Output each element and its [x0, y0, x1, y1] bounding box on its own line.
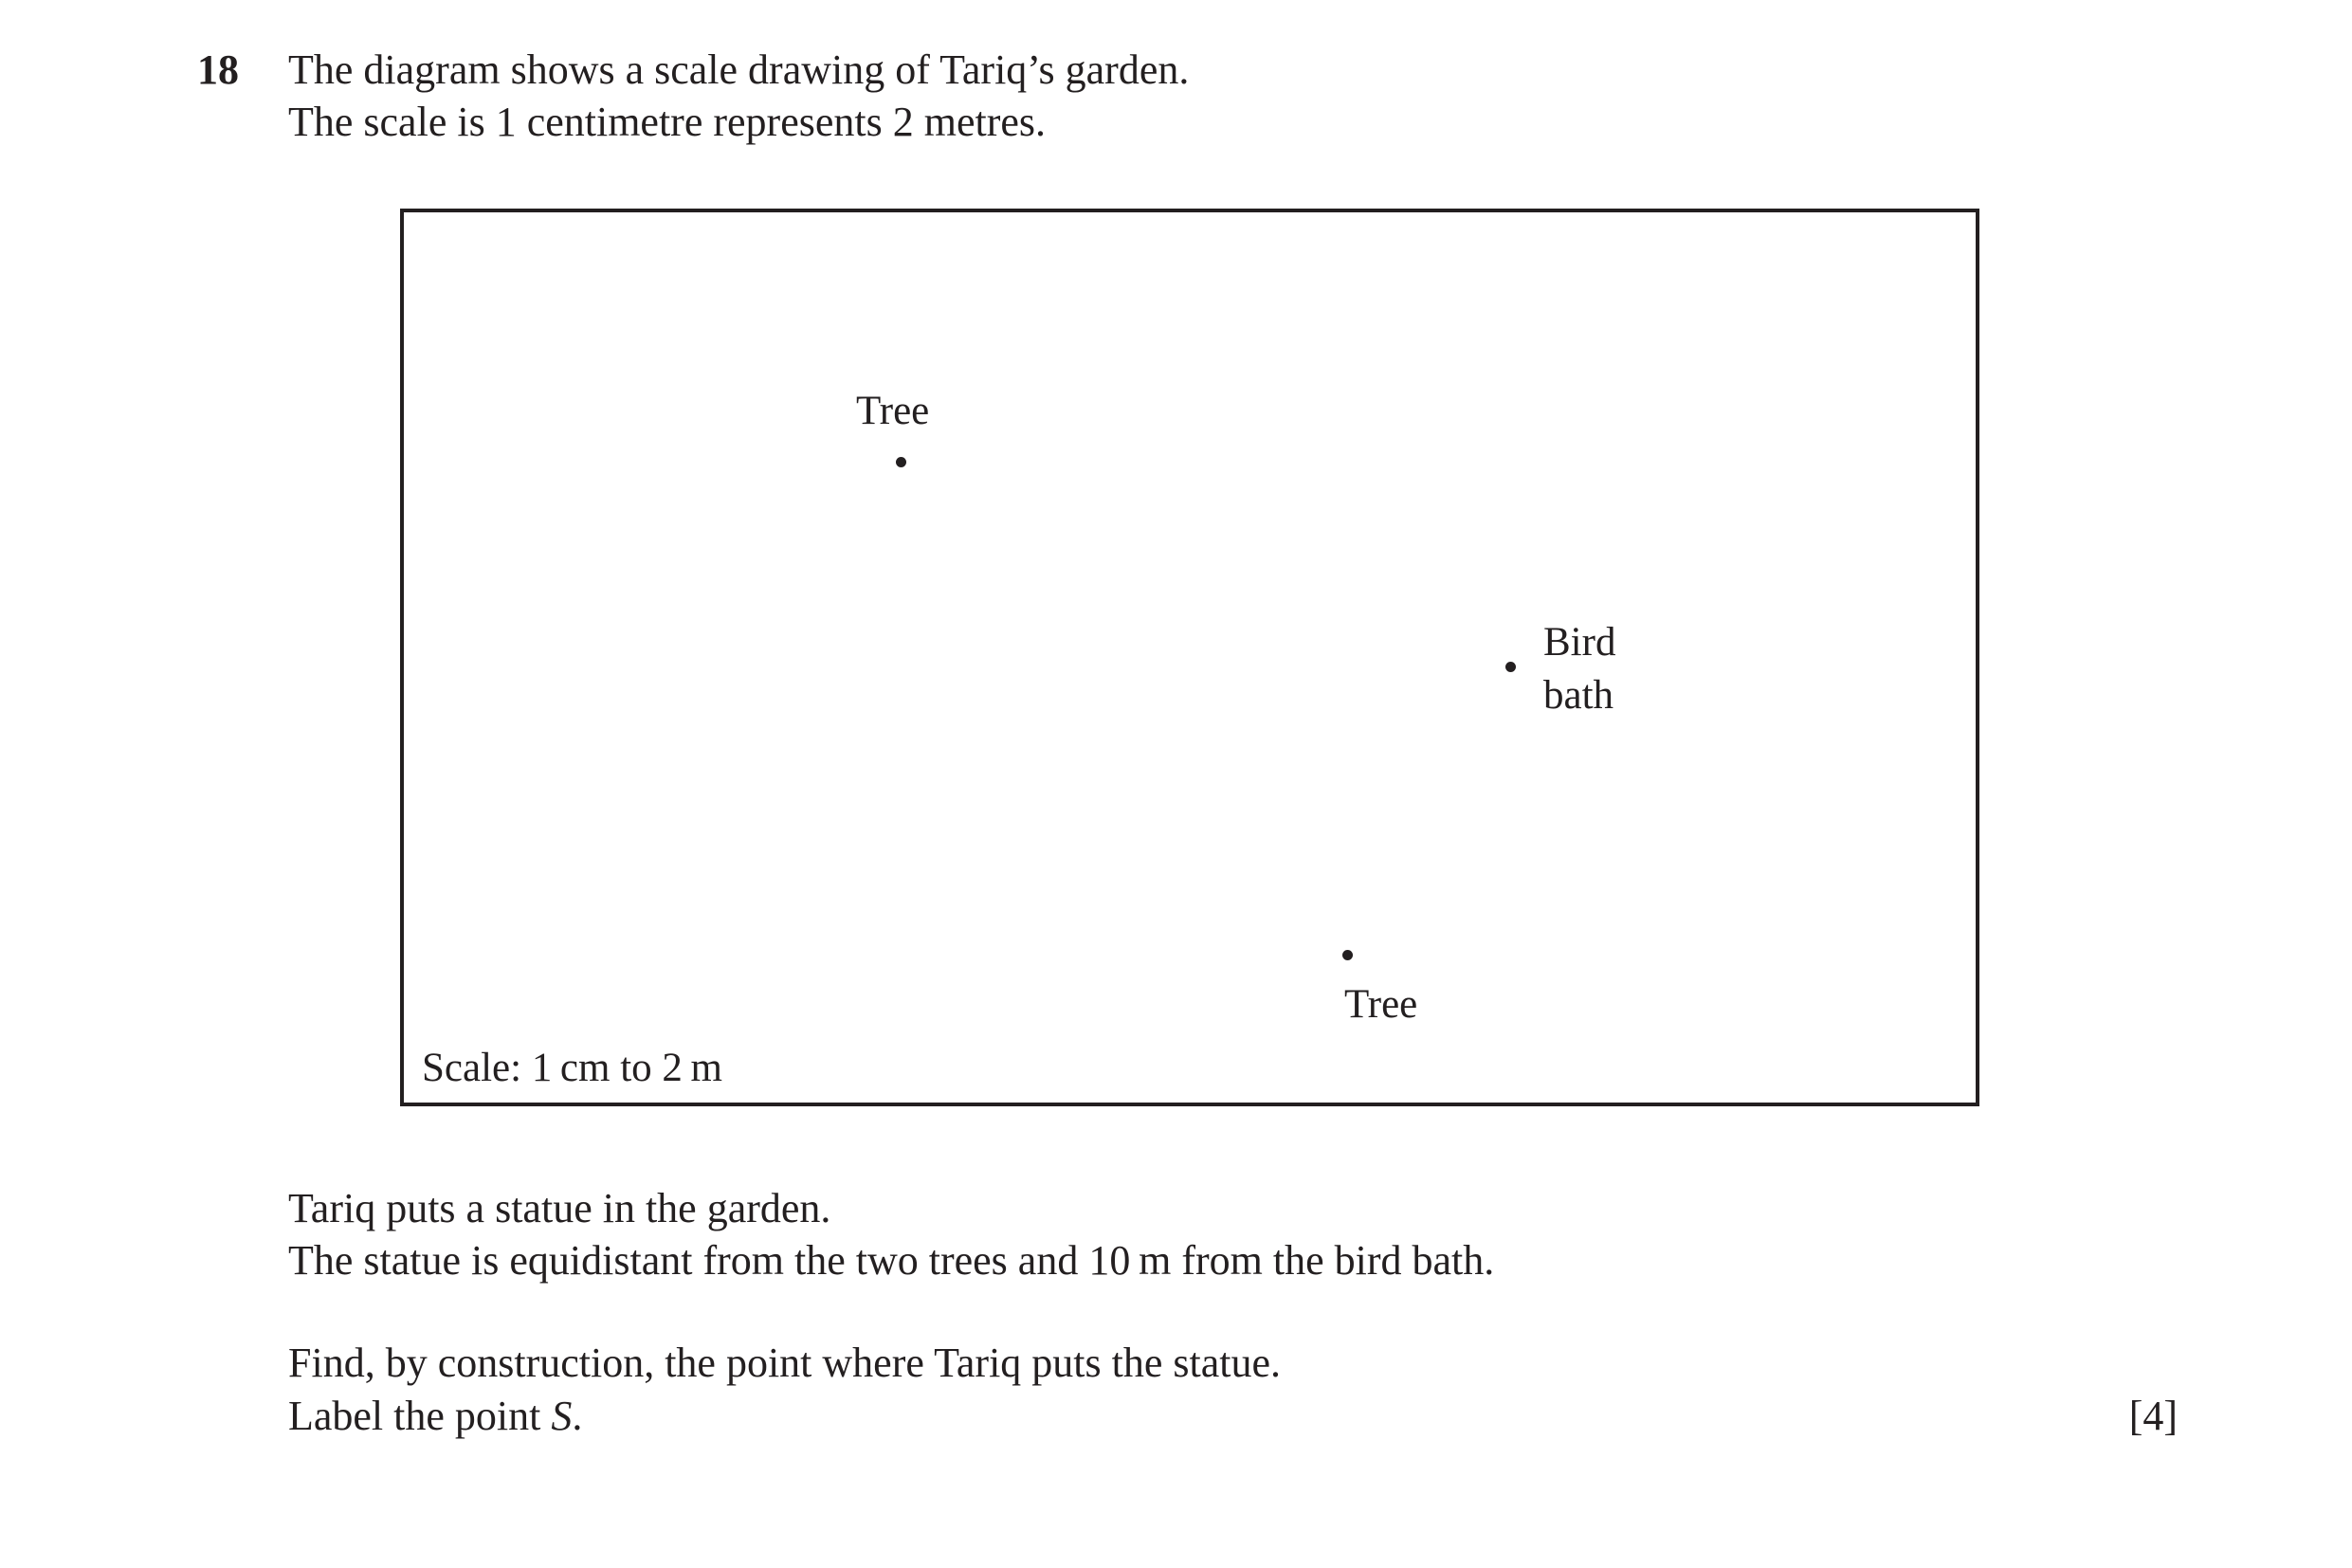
bird-bath-label: [1543, 616, 1615, 722]
tree-top-label: Tree: [856, 389, 930, 433]
body-line-1: Tariq puts a statue in the garden.: [288, 1185, 831, 1231]
tree-bottom-label: Tree: [1344, 982, 1418, 1027]
intro-line-1: The diagram shows a scale drawing of Tariq’s garden.: [288, 46, 1190, 93]
bird-bath-label-line-2: bath: [1543, 673, 1614, 718]
task-line-2-suffix: .: [572, 1393, 583, 1439]
tree-bottom-point: [1342, 950, 1353, 960]
task-line-1: Find, by construction, the point where Tariq puts the statue.: [288, 1340, 1282, 1386]
question-number: 18: [197, 46, 239, 93]
intro-line-2: The scale is 1 centimetre represents 2 metres.: [288, 99, 1047, 145]
bird-bath-point: [1505, 662, 1516, 672]
bird-bath-label-line-1: Bird: [1543, 620, 1616, 665]
scale-label: Scale: 1 cm to 2 m: [422, 1046, 722, 1090]
tree-top-point: [896, 457, 906, 467]
marks-label: [4]: [2128, 1393, 2178, 1439]
task-line-2: [288, 1390, 582, 1443]
task-line-2-prefix: Label the point: [288, 1393, 552, 1439]
body-line-2: The statue is equidistant from the two trees and 10 m from the bird bath.: [288, 1237, 1495, 1284]
point-variable: S: [551, 1393, 573, 1439]
garden-scale-drawing: [400, 209, 1979, 1106]
